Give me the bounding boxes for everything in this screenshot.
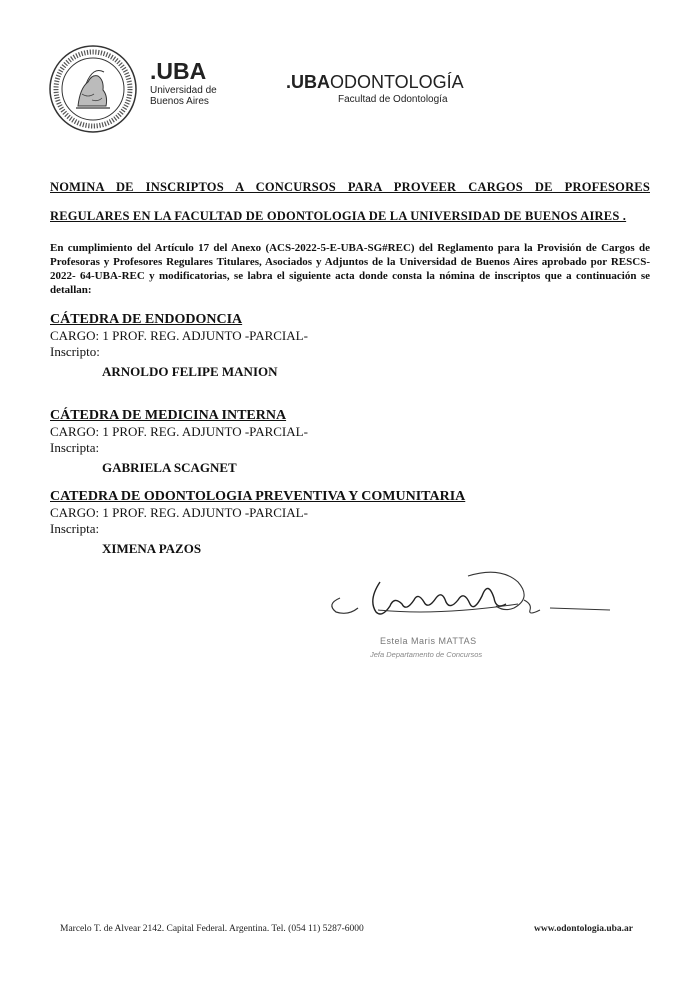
signatory-name: Estela Maris MATTAS <box>380 636 477 646</box>
intro-paragraph: En cumplimiento del Artículo 17 del Anexo (ACS-2022-5-E-UBA-SG#REC) del Reglamento para la Provisión de Cargos de Profesoras y Profesores Regulares Titulares, Asociados y Adjuntos de la Universidad de Buenos Aires aprobado por RESCS-2022- 64-UBA-REC y modificatorias, se labra el siguiente acta donde consta la nómina de inscriptos que a continuación se detallan: <box>50 242 650 296</box>
cargo-line: CARGO: 1 PROF. REG. ADJUNTO -PARCIAL- <box>50 505 308 520</box>
catedra-heading: CÁTEDRA DE ENDODONCIA <box>50 312 243 327</box>
footer-website[interactable]: www.odontologia.uba.ar <box>534 924 633 934</box>
catedra-heading: CATEDRA DE ODONTOLOGIA PREVENTIVA Y COMUNITARIA <box>50 489 466 504</box>
signatory-role: Jefa Departamento de Concursos <box>370 650 483 659</box>
uba-logo <box>150 60 217 107</box>
document-title-line2: REGULARES EN LA FACULTAD DE ODONTOLOGIA DE LA UNIVERSIDAD DE BUENOS AIRES . <box>50 209 627 223</box>
odontologia-logo-word: ODONTOLOGÍA <box>330 72 464 92</box>
catedra-section <box>50 488 650 557</box>
uba-seal-icon <box>48 44 138 134</box>
cargo-line: CARGO: 1 PROF. REG. ADJUNTO -PARCIAL- <box>50 424 308 439</box>
catedra-heading: CÁTEDRA DE MEDICINA INTERNA <box>50 408 287 423</box>
inscripto-name: ARNOLDO FELIPE MANION <box>102 364 278 379</box>
uba-logo-line2: Buenos Aires <box>150 96 209 107</box>
inscripto-name: GABRIELA SCAGNET <box>102 460 237 475</box>
cargo-line: CARGO: 1 PROF. REG. ADJUNTO -PARCIAL- <box>50 328 308 343</box>
uba-logo-word: .UBA <box>150 58 207 84</box>
uba-logo-line1: Universidad de <box>150 85 217 96</box>
odontologia-logo-subtitle: Facultad de Odontología <box>338 94 448 105</box>
catedra-section <box>50 407 650 476</box>
odontologia-logo <box>286 72 464 106</box>
odontologia-logo-bold: .UBA <box>286 72 330 92</box>
document-title-line1: NOMINA DE INSCRIPTOS A CONCURSOS PARA PROVEER CARGOS DE PROFESORES <box>50 180 650 194</box>
inscripto-name: XIMENA PAZOS <box>102 541 202 556</box>
catedra-section <box>50 311 650 380</box>
handwritten-signature <box>318 560 618 630</box>
footer-address: Marcelo T. de Alvear 2142. Capital Federal. Argentina. Tel. (054 11) 5287-6000 <box>60 924 364 934</box>
inscripto-label: Inscripta: <box>50 521 100 536</box>
inscripto-label: Inscripta: <box>50 440 100 455</box>
inscripto-label: Inscripto: <box>50 344 100 359</box>
